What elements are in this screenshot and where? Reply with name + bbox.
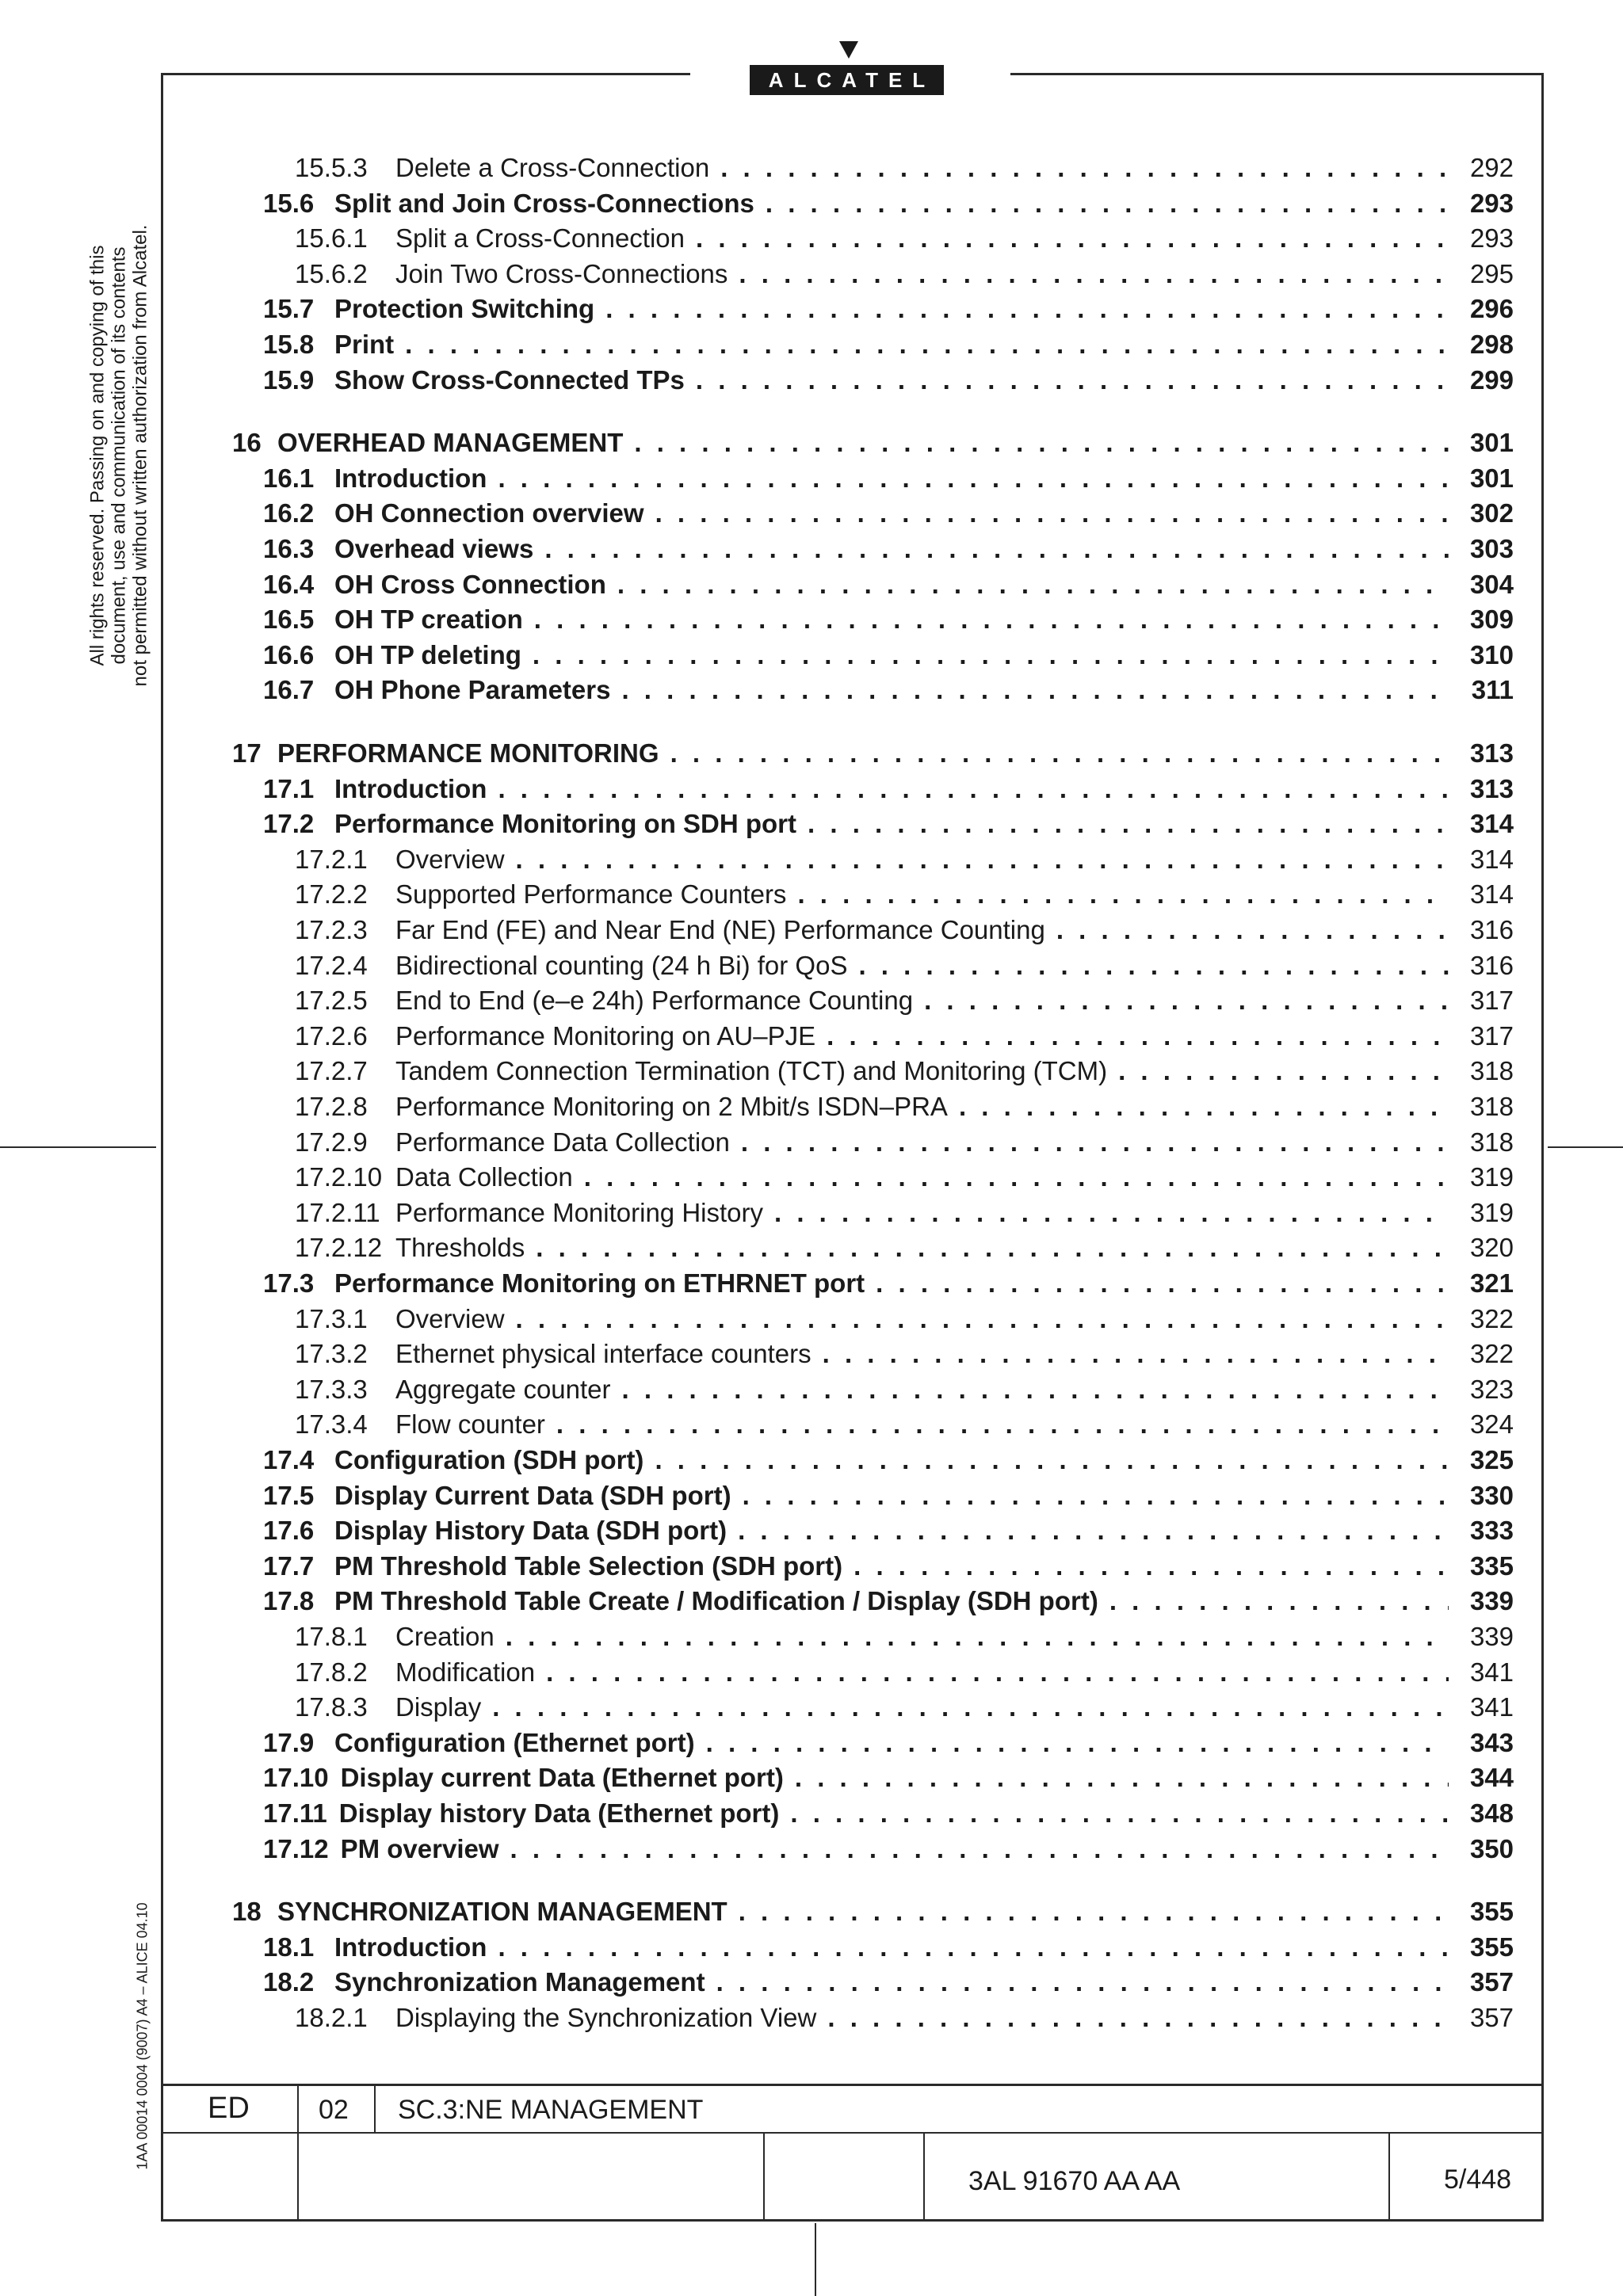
toc-leader-dots [544,532,1449,566]
toc-leader-dots [536,1230,1449,1265]
toc-number: 17.3.4 [295,1409,368,1440]
toc-number: 17.2.8 [295,1092,368,1121]
footer-ed-value: 02 [319,2095,349,2125]
toc-number: 17.1 [263,773,315,803]
frame-bottom [161,2219,1544,2222]
toc-entry[interactable] [263,1443,1514,1478]
toc-title: OVERHEAD MANAGEMENT [277,428,624,458]
toc-title: PM overview [340,1833,499,1863]
toc-entry[interactable] [263,602,1514,637]
toc-entry[interactable] [263,1832,1514,1867]
copyright-line: document, use and communication of its contents [108,246,130,665]
footer-div-c [1388,2132,1390,2222]
toc-title: Display history Data (Ethernet port) [338,1798,780,1828]
toc-title: Performance Monitoring on 2 Mbit/s ISDN–PRA [395,1092,948,1121]
toc-title: Performance Monitoring on SDH port [334,809,797,839]
toc-leader-dots [854,1549,1449,1584]
toc-entry[interactable] [263,1513,1514,1548]
toc-page-number: 335 [1469,1550,1514,1581]
toc-number: 17.2.4 [295,950,368,980]
toc-page-number: 333 [1469,1516,1514,1546]
toc-entry[interactable] [263,673,1514,707]
frame-top-right [1010,73,1544,75]
toc-entry[interactable] [263,772,1514,807]
toc-title: Display current Data (Ethernet port) [340,1763,784,1793]
footer-section: SC.3:NE MANAGEMENT [398,2095,704,2125]
toc-entry[interactable] [263,567,1514,602]
toc-number: 17.8 [263,1586,315,1616]
toc-leader-dots [617,567,1449,602]
toc-number: 17.9 [263,1727,315,1757]
toc-title: SYNCHRONIZATION MANAGEMENT [277,1897,727,1927]
toc-page-number: 319 [1469,1162,1514,1192]
toc-page-number: 325 [1469,1445,1514,1474]
toc-leader-dots [634,425,1449,460]
toc-title: Join Two Cross-Connections [395,258,728,288]
toc-page-number: 322 [1469,1339,1514,1369]
toc-page-number: 318 [1469,1127,1514,1157]
footer-div-a [763,2132,765,2222]
toc-page-number: 298 [1469,330,1514,359]
toc-entry[interactable] [263,532,1514,566]
toc-page-number: 304 [1469,569,1514,599]
toc-title: Tandem Connection Termination (TCT) and Monitoring (TCM) [395,1056,1108,1086]
toc-entry[interactable] [263,1965,1514,2000]
toc-entry[interactable] [295,1302,1514,1337]
toc-number: 17.3.2 [295,1339,368,1369]
toc-entry[interactable] [295,1054,1514,1089]
toc-page-number: 314 [1469,879,1514,910]
toc-page-number: 311 [1471,675,1514,705]
toc-title: Print [334,330,395,359]
toc-leader-dots [534,602,1449,637]
toc-page-number: 310 [1469,639,1514,669]
toc-page-number: 313 [1469,738,1514,768]
toc-leader-dots [959,1089,1449,1124]
toc-title: Overview [395,1303,505,1333]
toc-leader-dots [1056,913,1449,948]
toc-leader-dots [546,1655,1449,1690]
toc-leader-dots [405,327,1449,362]
toc-entry[interactable] [295,1407,1514,1442]
toc-entry[interactable] [295,2000,1514,2035]
toc-entry[interactable] [232,425,1514,460]
toc-title: Introduction [334,1932,487,1962]
toc-page-number: 324 [1469,1409,1514,1440]
alcatel-logo: ALCATEL [750,65,944,95]
toc-entry[interactable] [263,292,1514,326]
footer-rule-2 [161,2132,1544,2134]
toc-leader-dots [498,772,1449,807]
toc-leader-dots [808,807,1449,841]
footer-page: 5/448 [1444,2164,1512,2195]
toc-number: 17.10 [263,1763,329,1793]
toc-number: 17.8.3 [295,1692,368,1722]
form-code: 1AA 00014 0004 (9007) A4 – ALICE 04.10 [134,1902,151,2170]
toc-entry[interactable] [263,1930,1514,1965]
toc-title: Aggregate counter [395,1374,611,1404]
toc-leader-dots [516,1302,1449,1337]
toc-title: OH TP creation [334,605,523,635]
toc-leader-dots [621,673,1449,707]
toc-leader-dots [510,1832,1449,1867]
toc-number: 18 [232,1897,262,1927]
toc-number: 17.8.1 [295,1622,368,1651]
toc-entry[interactable] [295,948,1514,983]
toc-entry[interactable] [295,1125,1514,1160]
toc-title: Show Cross-Connected TPs [334,364,685,395]
toc-entry[interactable] [295,1655,1514,1690]
toc-number: 15.8 [263,330,315,359]
punch-mark-right [1548,1146,1623,1148]
toc-leader-dots [498,461,1449,496]
toc-page-number: 299 [1469,364,1514,395]
toc-entry[interactable] [295,1690,1514,1725]
toc-leader-dots [533,638,1449,673]
toc-page-number: 309 [1469,605,1514,635]
toc-page-number: 339 [1469,1586,1514,1616]
toc-page-number: 321 [1469,1268,1514,1298]
toc-page-number: 355 [1469,1897,1514,1927]
toc-title: Introduction [334,463,487,493]
toc-title: Configuration (Ethernet port) [334,1727,695,1757]
toc-leader-dots [696,363,1449,398]
toc-number: 17.2.1 [295,844,368,874]
toc-number: 17.2.10 [295,1162,383,1192]
toc-leader-dots [706,1726,1449,1760]
toc-number: 16.4 [263,569,315,599]
toc-entry[interactable] [295,983,1514,1018]
copyright-line: not permitted without written authorization from Alcatel. [129,224,151,687]
toc-number: 17.2.9 [295,1127,368,1157]
toc-page-number: 301 [1469,428,1514,458]
toc-page-number: 316 [1469,950,1514,980]
toc-leader-dots [605,292,1449,326]
toc-entry[interactable] [295,1019,1514,1054]
toc-number: 15.6.1 [295,223,368,254]
toc-title: Thresholds [395,1233,525,1263]
toc-number: 17.2.7 [295,1056,368,1086]
toc-number: 17.11 [263,1798,327,1828]
toc-page-number: 319 [1469,1197,1514,1227]
toc-title: Introduction [334,773,487,803]
toc-entry[interactable] [263,1726,1514,1760]
toc-title: Overhead views [334,534,534,563]
footer-div-ed [297,2084,299,2222]
toc-page-number: 357 [1469,1967,1514,1997]
toc-page-number: 343 [1469,1727,1514,1757]
toc-entry[interactable] [295,913,1514,948]
toc-entry[interactable] [295,842,1514,877]
toc-leader-dots [797,877,1449,912]
toc-leader-dots [670,736,1449,771]
toc-title: Overview [395,844,505,874]
toc-number: 17.3 [263,1268,315,1298]
toc-page-number: 355 [1469,1932,1514,1962]
toc-entry[interactable] [263,496,1514,531]
toc-page-number: 296 [1469,294,1514,324]
toc-entry[interactable] [295,1372,1514,1407]
toc-title: Performance Monitoring on AU–PJE [395,1020,816,1051]
toc-title: End to End (e–e 24h) Performance Counting [395,986,914,1016]
toc-number: 16.2 [263,498,315,528]
toc-number: 17.12 [263,1833,329,1863]
toc-leader-dots [1118,1054,1449,1089]
toc-title: Performance Data Collection [395,1127,730,1157]
toc-entry[interactable] [263,1584,1514,1619]
toc-page-number: 317 [1469,1020,1514,1051]
copyright-notice [87,154,151,757]
toc-number: 17.3.1 [295,1303,368,1333]
toc-title: Ethernet physical interface counters [395,1339,812,1369]
toc-number: 17.2.12 [295,1233,383,1263]
toc-number: 17.4 [263,1445,315,1474]
toc-leader-dots [738,1513,1449,1548]
toc-leader-dots [622,1372,1449,1407]
toc-leader-dots [655,496,1449,531]
toc-entry[interactable] [263,186,1514,221]
toc-entry[interactable] [263,1760,1514,1795]
toc-number: 15.9 [263,364,315,395]
toc-number: 18.2.1 [295,2003,368,2032]
toc-page-number: 341 [1469,1692,1514,1722]
toc-leader-dots [790,1796,1449,1831]
toc-number: 15.7 [263,294,315,324]
toc-page-number: 350 [1469,1833,1514,1863]
toc-page-number: 318 [1469,1056,1514,1086]
toc-title: Configuration (SDH port) [334,1445,644,1474]
toc-number: 18.2 [263,1967,315,1997]
toc-leader-dots [827,1019,1449,1054]
footer-div-b [923,2132,925,2222]
toc-page-number: 323 [1469,1374,1514,1404]
toc-page-number: 330 [1469,1480,1514,1510]
toc-entry[interactable] [295,1196,1514,1230]
frame-right [1541,73,1544,2222]
toc-entry[interactable] [263,461,1514,496]
toc-title: Protection Switching [334,294,595,324]
toc-entry[interactable] [263,1796,1514,1831]
toc-number: 16.1 [263,463,315,493]
toc-number: 15.6.2 [295,258,368,288]
toc-entry[interactable] [263,638,1514,673]
toc-entry[interactable] [295,1619,1514,1654]
toc-entry[interactable] [232,736,1514,771]
toc-entry[interactable] [295,1089,1514,1124]
toc-leader-dots [516,842,1449,877]
toc-leader-dots [795,1760,1449,1795]
toc-entry[interactable] [295,221,1514,256]
logo-arrow-icon [839,41,858,59]
toc-page-number: 293 [1469,188,1514,218]
toc-leader-dots [739,1894,1449,1929]
toc-leader-dots [1109,1584,1449,1619]
toc-title: Far End (FE) and Near End (NE) Performance Counting [395,915,1045,944]
footer-ed-label: ED [208,2092,250,2125]
toc-page-number: 293 [1469,223,1514,254]
toc-entry[interactable] [263,363,1514,398]
fold-mark-bottom [815,2223,816,2296]
toc-number: 15.5.3 [295,153,368,182]
toc-number: 17.7 [263,1550,315,1581]
toc-page-number: 317 [1469,986,1514,1016]
toc-number: 18.1 [263,1932,315,1962]
toc-page-number: 295 [1469,258,1514,288]
toc-leader-dots [924,983,1449,1018]
toc-title: Display History Data (SDH port) [334,1516,727,1546]
toc-page-number: 322 [1469,1303,1514,1333]
toc-title: Bidirectional counting (24 h Bi) for QoS [395,950,848,980]
toc-entry[interactable] [232,1894,1514,1929]
toc-entry[interactable] [263,327,1514,362]
toc-entry[interactable] [295,1337,1514,1371]
toc-entry[interactable] [295,1230,1514,1265]
toc-leader-dots [774,1196,1449,1230]
toc-title: PM Threshold Table Create / Modification / Display (SDH port) [334,1586,1098,1616]
toc-leader-dots [492,1690,1449,1725]
toc-number: 17.2.5 [295,986,368,1016]
toc-title: OH TP deleting [334,639,521,669]
toc-leader-dots [506,1619,1449,1654]
toc-title: PERFORMANCE MONITORING [277,738,659,768]
toc-leader-dots [858,948,1449,983]
toc-number: 16.5 [263,605,315,635]
toc-entry[interactable] [263,1266,1514,1301]
toc-title: Performance Monitoring History [395,1197,763,1227]
toc-entry[interactable] [263,1549,1514,1584]
toc-page-number: 303 [1469,534,1514,563]
copyright-line: All rights reserved. Passing on and copying of this [86,245,109,666]
toc-page-number: 316 [1469,915,1514,944]
toc-page-number: 313 [1469,773,1514,803]
toc-leader-dots [498,1930,1449,1965]
toc-title: Modification [395,1657,536,1687]
toc-leader-dots [584,1160,1449,1195]
toc-title: Split and Join Cross-Connections [334,188,754,218]
toc-leader-dots [876,1266,1449,1301]
toc-number: 17.8.2 [295,1657,368,1687]
toc-number: 17.5 [263,1480,315,1510]
toc-leader-dots [720,151,1449,185]
toc-leader-dots [696,221,1449,256]
toc-number: 16.7 [263,675,315,705]
toc-page-number: 320 [1469,1233,1514,1263]
toc-number: 17.2.3 [295,915,368,944]
toc-entry[interactable] [263,1478,1514,1513]
toc-number: 17.2.6 [295,1020,368,1051]
toc-title: PM Threshold Table Selection (SDH port) [334,1550,843,1581]
toc-title: OH Phone Parameters [334,675,611,705]
toc-title: Supported Performance Counters [395,879,787,910]
toc-number: 17.2.11 [295,1197,380,1227]
toc-number: 16.3 [263,534,315,563]
toc-leader-dots [655,1443,1449,1478]
toc-title: Performance Monitoring on ETHRNET port [334,1268,865,1298]
toc-number: 16.6 [263,639,315,669]
footer-doc-number: 3AL 91670 AA AA [968,2166,1181,2196]
toc-title: Creation [395,1622,495,1651]
toc-title: OH Cross Connection [334,569,606,599]
toc-number: 16 [232,428,262,458]
toc-page-number: 292 [1469,153,1514,182]
toc-page-number: 314 [1469,844,1514,874]
toc-title: Split a Cross-Connection [395,223,685,254]
toc-title: Data Collection [395,1162,573,1192]
toc-page-number: 344 [1469,1763,1514,1793]
toc-page-number: 302 [1469,498,1514,528]
toc-entry[interactable] [295,257,1514,292]
toc-entry[interactable] [295,151,1514,185]
toc-leader-dots [741,1125,1449,1160]
toc-title: Display Current Data (SDH port) [334,1480,731,1510]
footer-div-num [374,2084,376,2134]
toc-page-number: 301 [1469,463,1514,493]
toc-title: Display [395,1692,482,1722]
toc-leader-dots [716,1965,1449,2000]
toc-page-number: 341 [1469,1657,1514,1687]
frame-top-left [161,73,690,75]
toc-leader-dots [556,1407,1449,1442]
toc-page-number: 357 [1469,2003,1514,2032]
toc-page-number: 318 [1469,1092,1514,1121]
toc-title: Flow counter [395,1409,545,1440]
toc-entry[interactable] [295,1160,1514,1195]
footer-rule-1 [161,2084,1544,2086]
toc-number: 17.2 [263,809,315,839]
toc-number: 17.2.2 [295,879,368,910]
toc-page-number: 339 [1469,1622,1514,1651]
frame-left [161,73,163,2222]
toc-leader-dots [739,257,1449,292]
toc-leader-dots [743,1478,1449,1513]
punch-mark-left [0,1146,156,1148]
toc-title: Displaying the Synchronization View [395,2003,817,2032]
toc-title: Synchronization Management [334,1967,705,1997]
toc-leader-dots [766,186,1449,221]
toc-title: OH Connection overview [334,498,644,528]
toc-number: 17.3.3 [295,1374,368,1404]
toc-leader-dots [827,2000,1449,2035]
toc-number: 15.6 [263,188,315,218]
toc-page-number: 348 [1469,1798,1514,1828]
toc-number: 17.6 [263,1516,315,1546]
toc-number: 17 [232,738,262,768]
toc-entry[interactable] [263,807,1514,841]
toc-page-number: 314 [1469,809,1514,839]
toc-title: Delete a Cross-Connection [395,153,710,182]
toc-leader-dots [823,1337,1449,1371]
toc-entry[interactable] [295,877,1514,912]
